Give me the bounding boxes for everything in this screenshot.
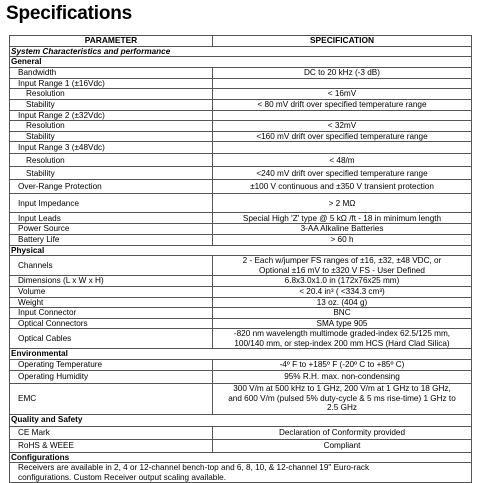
param-optical-connectors: Optical Connectors	[10, 318, 213, 329]
spec-op-humidity: 95% R.H. max. non-condensing	[213, 370, 472, 383]
table-header-row	[10, 36, 472, 47]
table-row	[10, 318, 472, 329]
spec-range1-stability: < 80 mV drift over specified temperature range	[213, 99, 472, 110]
spec-leads: Special High 'Z' type @ 5 kΩ /ft - 18 in minimum length	[213, 213, 472, 224]
table-row	[10, 370, 472, 383]
param-range1: Input Range 1 (±16Vdc)	[10, 78, 213, 89]
table-row	[10, 360, 472, 371]
param-range3-stability: Stability	[10, 167, 213, 180]
spec-range1-resolution: < 16mV	[213, 89, 472, 100]
table-row	[10, 463, 472, 483]
table-row	[10, 78, 472, 89]
spec-channels: 2 - Each w/jumper FS ranges of ±16, ±32, ±48 VDC, or Optional ±16 mV to ±320 V FS - User Defined	[213, 256, 472, 276]
table-row	[10, 234, 472, 245]
specifications-table	[9, 35, 472, 483]
spec-range3-resolution: < 48/m	[213, 154, 472, 167]
section-environmental: Environmental	[10, 349, 472, 360]
param-range2: Input Range 2 (±32Vdc)	[10, 110, 213, 121]
spec-emc: 300 V/m at 500 kHz to 1 GHz, 200 V/m at 1 GHz to 18 GHz, and 600 V/m (pulsed 5% duty-cycle & 5 ms rise-time) 1 GHz to 2.5 GHz	[213, 383, 472, 414]
spec-battery: > 60 h	[213, 234, 472, 245]
param-bandwidth: Bandwidth	[10, 67, 213, 78]
param-range1-resolution: Resolution	[10, 89, 213, 100]
param-volume: Volume	[10, 286, 213, 297]
page-title: Specifications	[6, 3, 133, 24]
param-optical-cables: Optical Cables	[10, 329, 213, 349]
section-quality: Quality and Safety	[10, 414, 472, 426]
spec-power: 3-AA Alkaline Batteries	[213, 224, 472, 235]
section-physical: Physical	[10, 245, 472, 256]
table-row	[10, 329, 472, 349]
param-rohs: RoHS & WEEE	[10, 439, 213, 452]
spec-op-temp: -4º F to +185º F (-20º C to +85º C)	[213, 360, 472, 371]
table-row	[10, 194, 472, 213]
param-range3-resolution: Resolution	[10, 154, 213, 167]
param-ce: CE Mark	[10, 426, 213, 439]
spec-rohs: Compliant	[213, 439, 472, 452]
table-row	[10, 131, 472, 142]
table-row	[10, 213, 472, 224]
table-row	[10, 297, 472, 308]
section-configurations: Configurations	[10, 452, 472, 463]
spec-ce: Declaration of Conformity provided	[213, 426, 472, 439]
table-row	[10, 256, 472, 276]
spec-range3-stability: <240 mV drift over specified temperature range	[213, 167, 472, 180]
param-impedance: Input Impedance	[10, 194, 213, 213]
param-range1-stability: Stability	[10, 99, 213, 110]
table-row	[10, 99, 472, 110]
spec-volume: < 20.4 in³ ( <334.3 cm³)	[213, 286, 472, 297]
configurations-note: Receivers are available in 2, 4 or 12-channel bench-top and 6, 8, 10, & 12-channel 19" Euro-rack configurations. Custom Receiver output scaling available.	[10, 463, 472, 483]
table-row	[10, 276, 472, 287]
param-range2-stability: Stability	[10, 131, 213, 142]
section-general: General	[10, 57, 472, 68]
param-weight: Weight	[10, 297, 213, 308]
param-channels: Channels	[10, 256, 213, 276]
param-input-connector: Input Connector	[10, 308, 213, 319]
param-battery: Battery Life	[10, 234, 213, 245]
spec-bandwidth: DC to 20 kHz (-3 dB)	[213, 67, 472, 78]
table-row	[10, 286, 472, 297]
spec-dimensions: 6.8x3.0x1.0 in (172x76x25 mm)	[213, 276, 472, 287]
table-row	[10, 383, 472, 414]
table-row	[10, 142, 472, 154]
table-row	[10, 154, 472, 167]
table-row	[10, 224, 472, 235]
column-header-parameter: PARAMETER	[10, 36, 213, 47]
param-emc: EMC	[10, 383, 213, 414]
spec-optical-connectors: SMA type 905	[213, 318, 472, 329]
spec-range2-stability: <160 mV drift over specified temperature range	[213, 131, 472, 142]
spec-over-range: ±100 V continuous and ±350 V transient protection	[213, 180, 472, 194]
spec-impedance: > 2 MΩ	[213, 194, 472, 213]
spec-weight: 13 oz. (404 g)	[213, 297, 472, 308]
table-row	[10, 89, 472, 100]
table-row	[10, 180, 472, 194]
param-op-humidity: Operating Humidity	[10, 370, 213, 383]
param-op-temp: Operating Temperature	[10, 360, 213, 371]
param-power: Power Source	[10, 224, 213, 235]
table-row	[10, 121, 472, 132]
param-dimensions: Dimensions (L x W x H)	[10, 276, 213, 287]
table-row	[10, 439, 472, 452]
param-over-range: Over-Range Protection	[10, 180, 213, 194]
table-row	[10, 167, 472, 180]
spec-range2-resolution: < 32mV	[213, 121, 472, 132]
param-range3: Input Range 3 (±48Vdc)	[10, 142, 213, 154]
table-row	[10, 67, 472, 78]
spec-input-connector: BNC	[213, 308, 472, 319]
table-row	[10, 426, 472, 439]
section-system: System Characteristics and performance	[10, 46, 472, 57]
table-row	[10, 308, 472, 319]
param-range2-resolution: Resolution	[10, 121, 213, 132]
table-row	[10, 110, 472, 121]
column-header-specification: SPECIFICATION	[213, 36, 472, 47]
spec-optical-cables: -820 nm wavelength multimode graded-index 62.5/125 mm, 100/140 mm, or step-index 200 mm HCS (Hard Clad Silica)	[213, 329, 472, 349]
param-leads: Input Leads	[10, 213, 213, 224]
